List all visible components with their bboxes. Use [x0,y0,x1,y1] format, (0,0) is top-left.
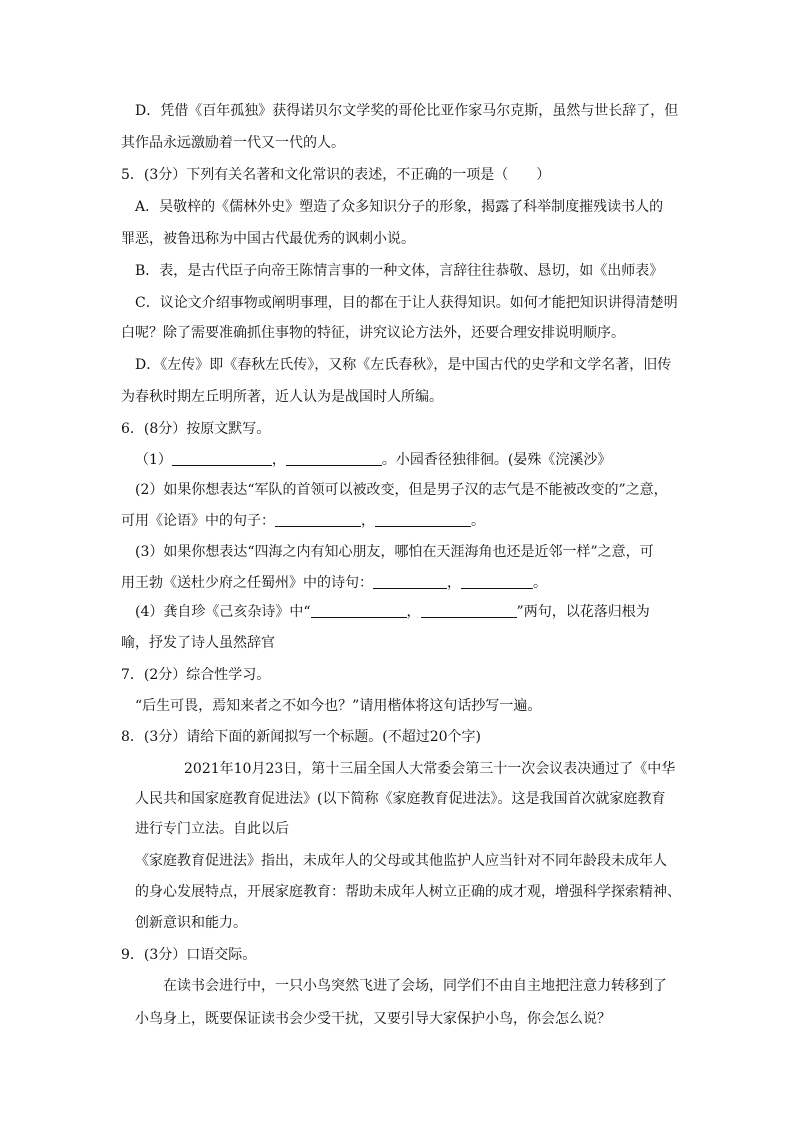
q8-news-line6: 创新意识和能力。 [135,915,247,931]
q6-item1-blank2[interactable] [286,451,382,466]
q7-stem: 7．(2分）综合性学习。 [121,667,271,683]
q4-option-d-line1: D．凭借《百年孤独》获得诺贝尔文学奖的哥伦比亚作家马尔克斯，虽然与世长辞了，但 [135,103,679,119]
q6-item1-tail: 。小园香径独徘徊。(晏殊《浣溪沙》 [381,452,612,468]
q6-item3-prefix: 用王勃《送杜少府之任蜀州》中的诗句： [121,575,373,591]
q6-item3-blank1[interactable] [373,574,447,589]
q6-item4-separator: ， [406,604,421,620]
q6-item3-end: 。 [533,575,547,591]
q6-item4-blank2[interactable] [421,603,517,618]
q6-item4-blank1[interactable] [311,603,407,618]
q6-item4-prefix: (4）龚自珍《己亥杂诗》中“ [135,604,311,620]
q6-item2-end: 。 [471,513,485,529]
q9-stem: 9．(3分）口语交际。 [121,947,257,963]
q8-news-line3: 进行专门立法。自此以后 [135,821,289,837]
q6-item2-blank2[interactable] [375,512,471,527]
q6-item3-blank2[interactable] [461,574,533,589]
q5-option-a-line2: 罪恶，被鲁迅称为中国古代最优秀的讽刺小说。 [121,231,415,247]
q6-item2-separator: ， [361,513,375,529]
q8-news-line2: 人民共和国家庭教育促进法》(以下简称《家庭教育促进法》。这是我国首次就家庭教育 [135,791,666,807]
q8-stem: 8．(3分）请给下面的新闻拟写一个标题。(不超过20个字) [121,729,482,745]
q5-option-c-line1: C．议论文介绍事物或阐明事理，目的都在于让人获得知识。如何才能把知识讲得清楚明 [135,295,678,311]
q8-news-line1: 2021年10月23日，第十三届全国人大常委会第三十一次会议表决通过了《中华 [184,761,676,777]
q5-option-d-line2: 为春秋时期左丘明所著，近人认为是战国时人所编。 [121,389,443,405]
q6-item1-number: （1） [135,452,172,468]
q4-option-d-line2: 其作品永远激励着一代又一代的人。 [121,135,345,151]
q6-item1-separator: ， [271,452,286,468]
q6-item2-prefix: 可用《论语》中的句子： [121,513,275,529]
q9-body-line2: 小鸟身上，既要保证读书会少受干扰，又要引导大家保护小鸟，你会怎么说？ [135,1011,611,1027]
q5-stem: 5．(3分）下列有关名著和文化常识的表述，不正确的一项是（ ） [121,167,551,183]
q6-stem: 6．(8分）按原文默写。 [121,421,271,437]
q5-option-c-line2: 白呢？除了需要准确抓住事物的特征，讲究议论方法外，还要合理安排说明顺序。 [121,325,625,341]
q8-news-line5: 的身心发展特点，开展家庭教育：帮助未成年人树立正确的成才观，增强科学探索精神、 [135,884,681,900]
q5-option-d-line1: D．《左传》即《春秋左氏传》，又称《左氏春秋》，是中国古代的史学和文学名著，旧传 [135,357,672,373]
q9-body-line1: 在读书会进行中，一只小鸟突然飞进了会场，同学们不由自主地把注意力转移到了 [163,978,667,994]
q6-item2-blank1[interactable] [275,512,361,527]
q8-news-line4: 《家庭教育促进法》指出，未成年人的父母或其他监护人应当针对不同年龄段未成年人 [135,853,667,869]
q6-item1-blank1[interactable] [172,451,272,466]
q6-item3-line1: (3）如果你想表达“四海之内有知心朋友，哪怕在天涯海角也还是近邻一样”之意，可 [135,544,654,560]
q6-item2-line1: (2）如果你想表达“军队的首领可以被改变，但是男子汉的志气是不能被改变的”之意， [135,482,668,498]
q6-item3-line2 [121,574,547,592]
q6-item2-line2 [121,512,485,530]
q7-body: “后生可畏，焉知来者之不如今也？”请用楷体将这句话抄写一遍。 [135,698,542,714]
q5-option-b: B．表，是古代臣子向帝王陈情言事的一种文体，言辞往往恭敬、恳切，如《出师表》 [135,263,664,279]
q6-item1 [135,451,611,469]
q6-item4-line2: 喻，抒发了诗人虽然辞官 [121,635,275,651]
q6-item4-line1 [135,603,650,621]
q6-item3-separator: ， [447,575,461,591]
q6-item4-suffix: ”两句，以花落归根为 [516,604,650,620]
q5-option-a-line1: A．吴敬梓的《儒林外史》塑造了众多知识分子的形象，揭露了科举制度摧残读书人的 [135,199,664,215]
